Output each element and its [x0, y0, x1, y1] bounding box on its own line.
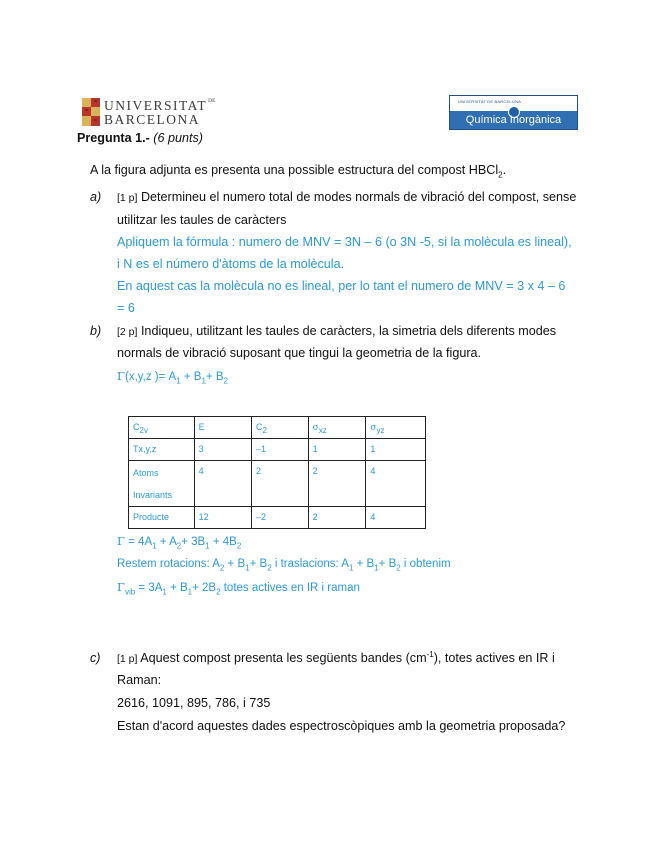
table-row — [129, 507, 426, 529]
department-logo — [449, 95, 578, 130]
part-a-points: [1 p] — [117, 192, 138, 204]
university-logo — [82, 98, 216, 130]
table-header-cell: E — [194, 417, 251, 439]
table-cell: 1 — [308, 439, 366, 461]
question-intro: A la figura adjunta es presenta una possible estructura del compost HBCl$_2$. — [90, 163, 507, 180]
part-a-marker: a) — [90, 190, 102, 204]
part-b-points: [2 p] — [117, 326, 138, 338]
table-header-cell: $C_{2v}$ — [129, 417, 195, 439]
part-a-answer-line4: = 6 — [117, 301, 135, 315]
question-points: (6 punts) — [153, 131, 203, 145]
university-name-line2: BARCELONA — [104, 112, 201, 127]
part-a-answer-line2: i N es el número d'àtoms de la molècula. — [117, 257, 345, 271]
department-logo-title: Química Inorgànica — [465, 114, 562, 126]
university-shield-icon — [82, 98, 100, 126]
table-cell: 3 — [194, 439, 251, 461]
character-table-header — [129, 417, 426, 439]
table-header-cell: $\sigma_{xz}$ — [308, 417, 366, 439]
part-c-points: [1 p] — [117, 653, 138, 665]
character-table — [128, 416, 426, 529]
gamma-xyz: Γ(x,y,z )= $A_1 + B_1+ B_2$ — [117, 369, 228, 386]
part-c-question-line1: [1 p] Aquest compost presenta les següents bandes $(cm^{-1})$, totes actives en IR i — [117, 649, 555, 665]
table-cell: Atoms Invariants — [129, 461, 195, 507]
table-cell: Producte — [129, 507, 195, 529]
part-a-answer-line3: En aquest cas la molècula no es lineal, per lo tant el numero de MNV = 3 x 4 – 6 — [117, 279, 566, 293]
table-cell: –1 — [252, 439, 309, 461]
table-header-cell: $\sigma_{yz}$ — [366, 417, 426, 439]
part-b-question-line1: [2 p] Indiqueu, utilitzant les taules de caràcters, la simetria dels diferents modes — [117, 324, 557, 338]
subtract-line: Restem rotacions: $A_2 + B_1+ B_2$ i traslacions: $A_1 + B_1+ B_2$ i obtenim — [117, 558, 451, 573]
part-a-question-line1: [1 p] Determineu el numero total de modes normals de vibració del compost, sense — [117, 190, 577, 204]
table-cell: –2 — [252, 507, 309, 529]
part-a-answer-line1: Apliquem la fórmula : numero de MNV = 3N – 6 (o 3N -5, si la molècula es lineal), — [117, 235, 572, 249]
part-c-question-line2: Raman: — [117, 673, 162, 687]
part-c-bands: 2616, 1091, 895, 786, i 735 — [117, 696, 271, 710]
table-cell: 12 — [194, 507, 251, 529]
part-a-question-line2: utilitzar les taules de caràcters — [117, 213, 287, 227]
table-cell: 2 — [308, 461, 366, 507]
table-row — [129, 439, 426, 461]
table-cell: Tx,y,z — [129, 439, 195, 461]
part-c-marker: c) — [90, 651, 101, 665]
table-cell: 2 — [308, 507, 366, 529]
part-b-question-line2: normals de vibració suposant que tingui la geometria de la figura. — [117, 346, 482, 360]
gamma-vib: $\Gamma_{vib} = 3A_1 + B_1+ 2B_2$ totes actives en IR i raman — [117, 580, 360, 597]
table-row — [129, 461, 426, 507]
table-cell: 4 — [366, 507, 426, 529]
table-cell: 1 — [366, 439, 426, 461]
question-heading — [77, 129, 203, 147]
table-cell: 2 — [252, 461, 309, 507]
question-title: Pregunta 1.- — [77, 131, 150, 145]
part-b-marker: b) — [90, 324, 102, 338]
department-logo-university: UNIVERSITAT DE BARCELONA — [458, 99, 522, 104]
table-header-cell: $C_2$ — [252, 417, 309, 439]
gamma-total: $\Gamma = 4A_1 + A_2+ 3B_1 + 4B_2$ — [117, 534, 242, 551]
university-name-line1: $UNIVERSITAT^{DE}$ — [104, 98, 216, 113]
table-cell: 4 — [194, 461, 251, 507]
table-cell: 4 — [366, 461, 426, 507]
part-c-question: Estan d'acord aquestes dades espectroscòpiques amb la geometria proposada? — [117, 719, 566, 733]
